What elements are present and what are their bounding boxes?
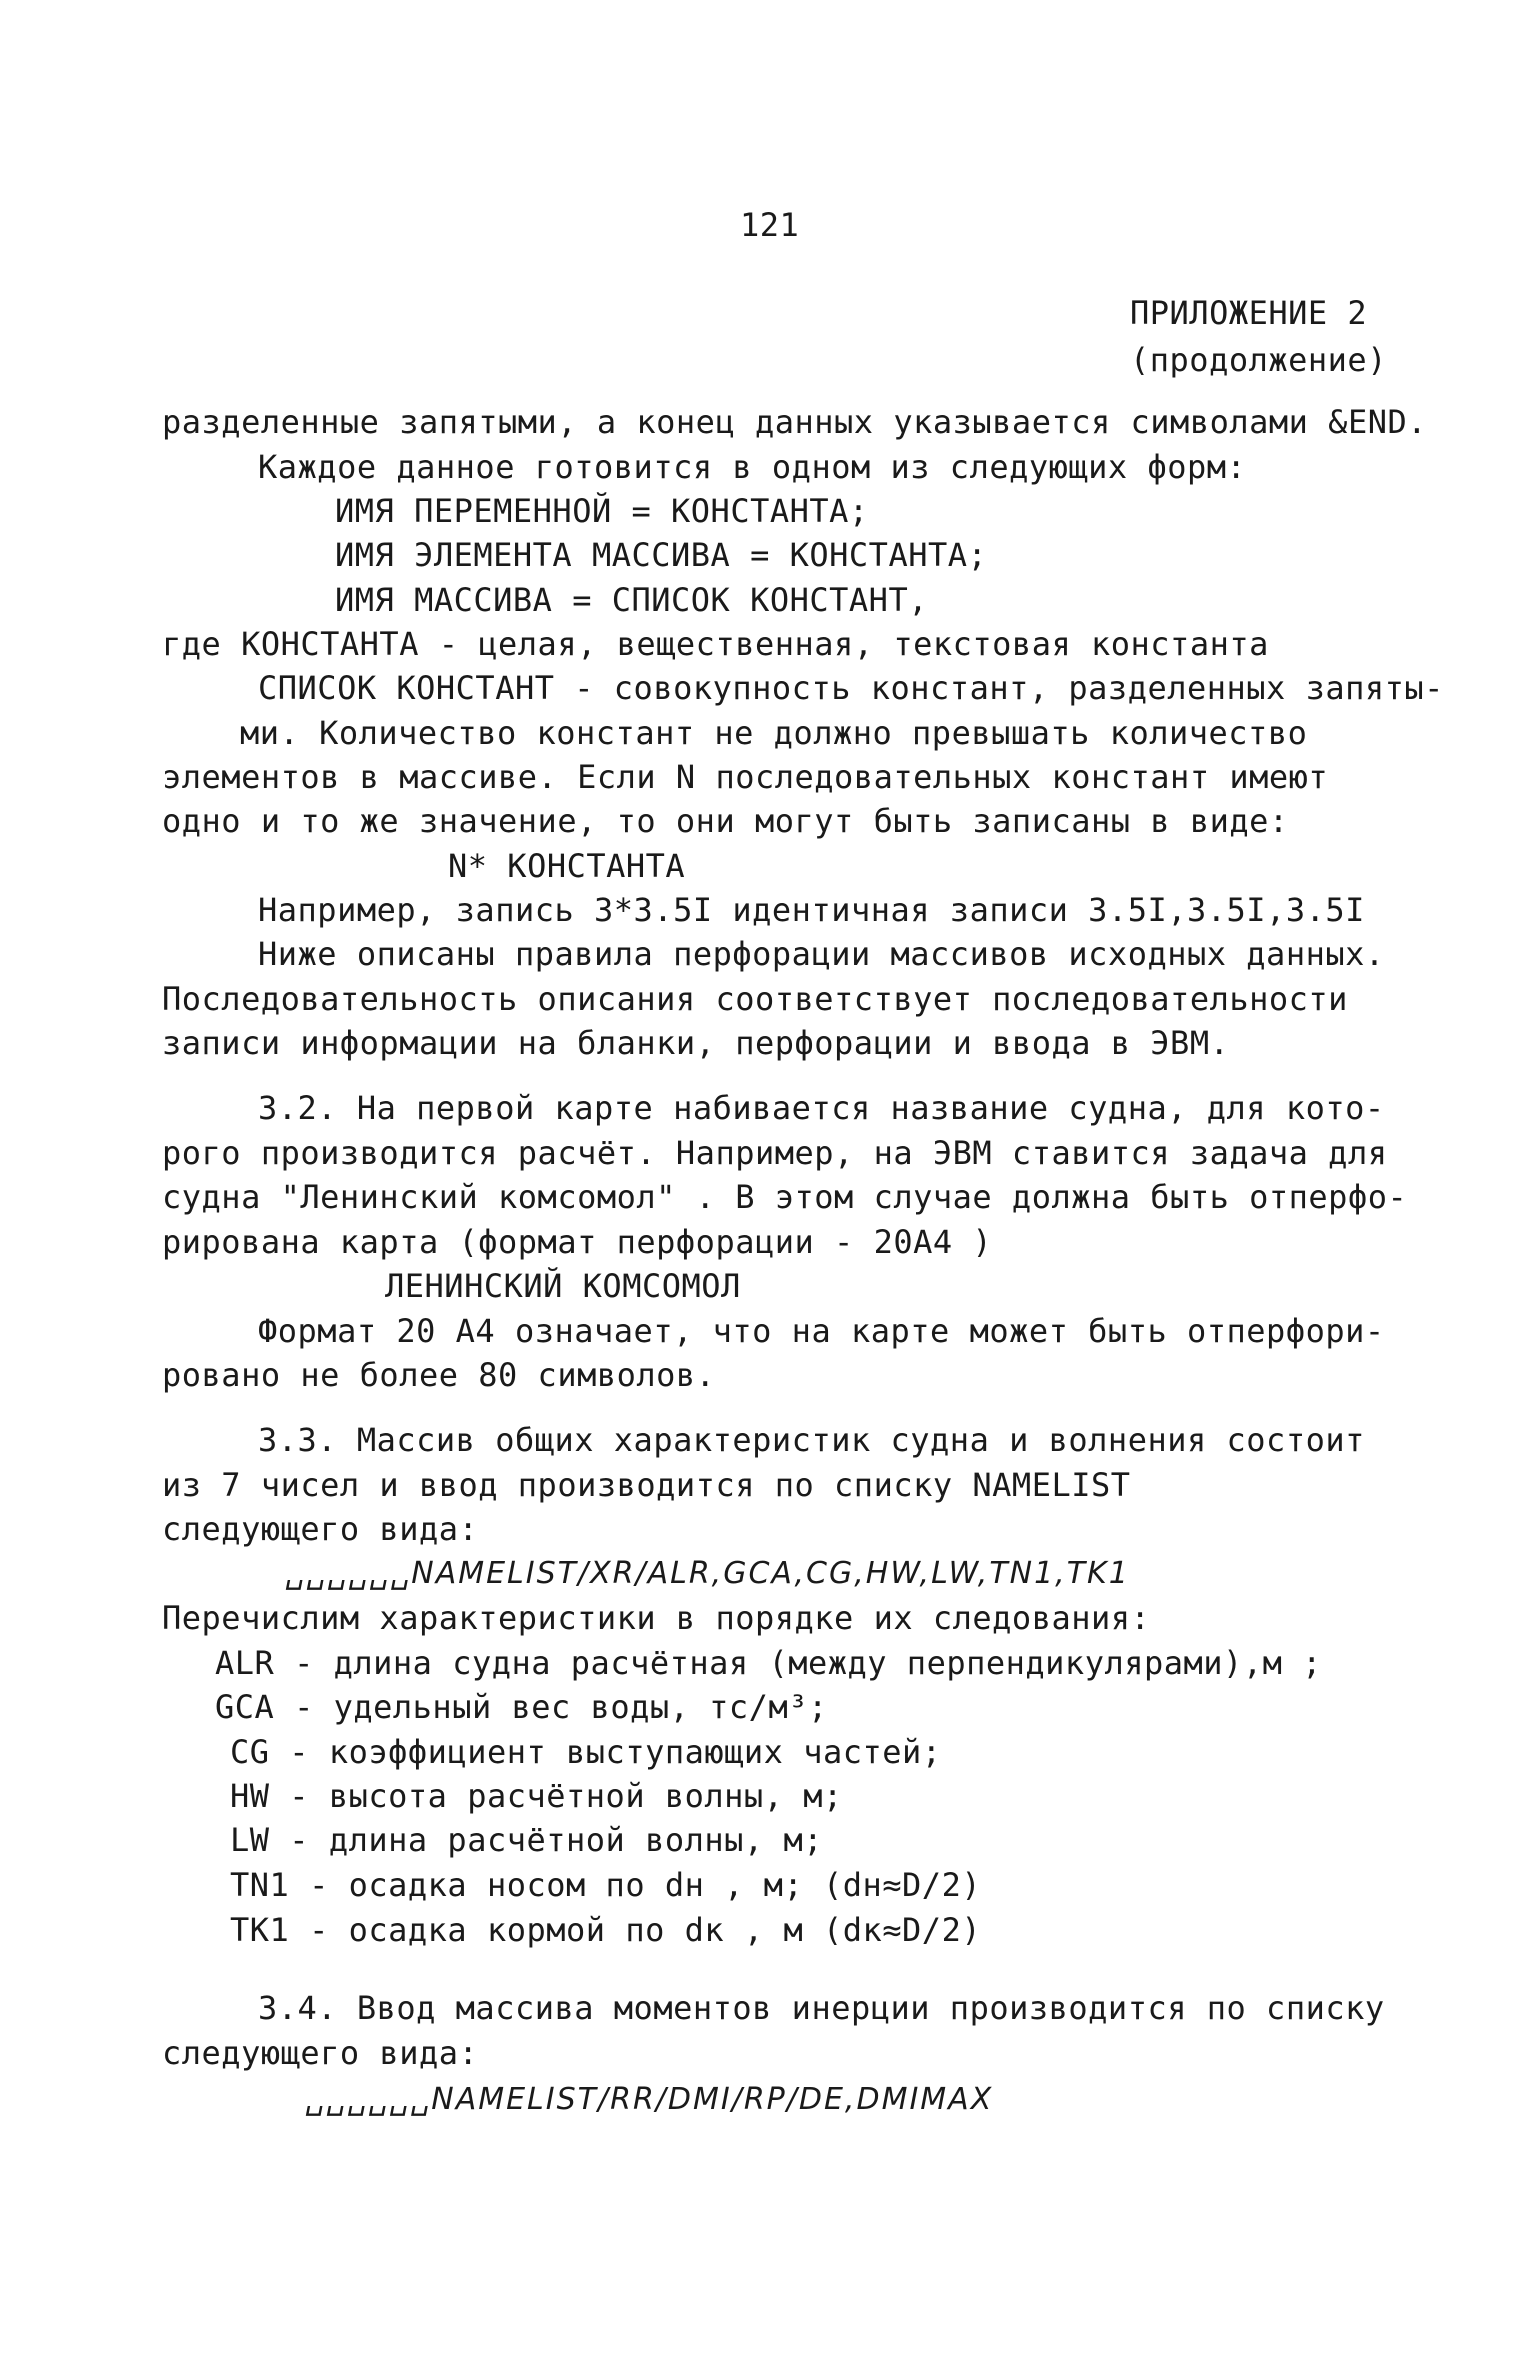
characteristic-item: CG - коэффициент выступающих частей; xyxy=(230,1733,942,1771)
text-line: судна "Ленинский комсомол" . В этом случае должна быть отперфо- xyxy=(162,1178,1408,1216)
text-line: следующего вида: xyxy=(162,2034,479,2072)
namelist-statement: ␣␣␣␣␣␣NAMELIST/XR/ALR,GCA,CG,HW,LW,TN1,TK1 xyxy=(285,1556,1130,1591)
text-line: записи информации на бланки, перфорации и ввода в ЭВМ. xyxy=(162,1024,1230,1062)
text-line: Ниже описаны правила перфорации массивов исходных данных. xyxy=(258,935,1385,973)
characteristic-item: ALR - длина судна расчётная (между перпендикулярами),м ; xyxy=(215,1644,1322,1682)
text-line: одно и то же значение, то они могут быть записаны в виде: xyxy=(162,802,1289,840)
text-line: Каждое данное готовится в одном из следующих форм: xyxy=(258,448,1247,486)
text-line: Последовательность описания соответствует последовательности xyxy=(162,980,1348,1018)
characteristic-item: GCA - удельный вес воды, тс/м³; xyxy=(215,1688,828,1726)
text-line: ИМЯ ПЕРЕМЕННОЙ = КОНСТАНТА; xyxy=(335,492,869,530)
text-line: ровано не более 80 символов. xyxy=(162,1356,716,1394)
text-line: ИМЯ ЭЛЕМЕНТА МАССИВА = КОНСТАНТА; xyxy=(335,536,988,574)
characteristic-item: LW - длина расчётной волны, м; xyxy=(230,1821,823,1859)
text-line: ми. Количество констант не должно превышать количество xyxy=(240,714,1308,752)
characteristic-item: HW - высота расчётной волны, м; xyxy=(230,1777,843,1815)
namelist-statement: ␣␣␣␣␣␣NAMELIST/RR/DMI/RP/DE,DMIMAX xyxy=(305,2082,994,2117)
text-line: ИМЯ МАССИВА = СПИСОК КОНСТАНТ, xyxy=(335,581,928,619)
page-number: 121 xyxy=(740,206,800,244)
text-line: элементов в массиве. Если N последовательных констант имеют xyxy=(162,758,1329,796)
characteristic-item: TK1 - осадка кормой по dк , м (dк≈D/2) xyxy=(230,1911,982,1949)
characteristic-item: TN1 - осадка носом по dн , м; (dн≈D/2) xyxy=(230,1866,982,1904)
text-line: Например, запись 3*3.5I идентичная записи 3.5I,3.5I,3.5I xyxy=(258,891,1365,929)
text-line: из 7 чисел и ввод производится по списку NAMELIST xyxy=(162,1466,1131,1504)
text-line: 3.4. Ввод массива моментов инерции производится по списку xyxy=(258,1989,1385,2027)
text-line: Формат 20 A4 означает, что на карте может быть отперфори- xyxy=(258,1312,1385,1350)
text-line: 3.2. На первой карте набивается название судна, для кото- xyxy=(258,1089,1385,1127)
text-line: СПИСОК КОНСТАНТ - совокупность констант, разделенных запяты- xyxy=(258,669,1444,707)
text-line: разделенные запятыми, а конец данных указывается символами &END. xyxy=(162,403,1427,441)
text-line: Перечислим характеристики в порядке их следования: xyxy=(162,1599,1151,1637)
appendix-title: ПРИЛОЖЕНИЕ 2 xyxy=(1130,294,1368,332)
text-line: 3.3. Массив общих характеристик судна и волнения состоит xyxy=(258,1421,1365,1459)
text-line: где КОНСТАНТА - целая, вещественная, текстовая константа xyxy=(162,625,1269,663)
text-line: рирована карта (формат перфорации - 20A4 ) xyxy=(162,1223,993,1261)
text-line: следующего вида: xyxy=(162,1510,479,1548)
text-line: N* КОНСТАНТА xyxy=(448,847,686,885)
text-line: рого производится расчёт. Например, на ЭВМ ставится задача для xyxy=(162,1134,1388,1172)
text-line: ЛЕНИНСКИЙ КОМСОМОЛ xyxy=(385,1267,741,1305)
appendix-subtitle: (продолжение) xyxy=(1130,341,1387,379)
